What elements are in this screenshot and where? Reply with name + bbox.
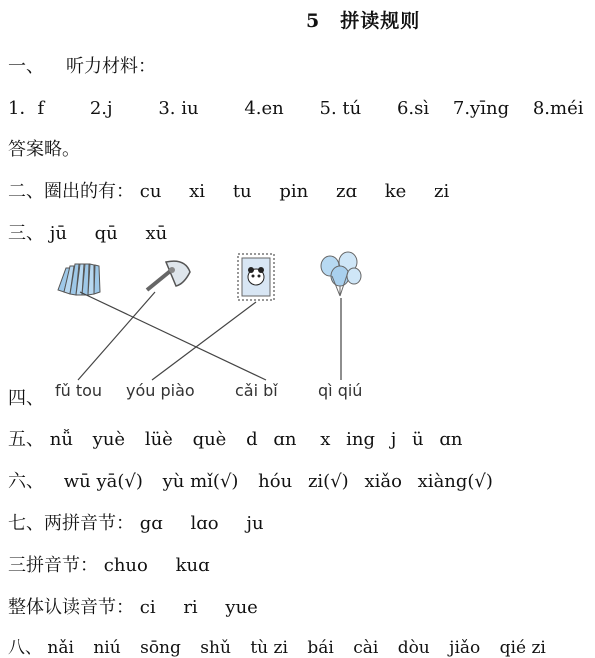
section-5 xyxy=(8,425,462,451)
item: pin xyxy=(279,181,309,202)
item: yuè xyxy=(92,429,126,450)
item: zi(√) xyxy=(307,471,349,492)
page-title: 5 拼读规则 xyxy=(306,10,421,32)
item: jiǎo xyxy=(449,638,481,658)
item: jū xyxy=(49,223,67,244)
section-label: 三、 xyxy=(8,223,44,244)
crayons-image xyxy=(58,264,100,295)
section-label: 二、 xyxy=(8,181,44,202)
axe-image xyxy=(147,261,190,290)
item: shǔ xyxy=(200,638,231,658)
item: lɑo xyxy=(190,513,219,534)
item: bái xyxy=(307,638,334,658)
item: zi xyxy=(434,181,450,202)
section-4-label: 四、 xyxy=(8,388,44,409)
item: nǚ xyxy=(49,429,73,450)
item: tu xyxy=(232,181,252,202)
item: yù mǐ(√) xyxy=(162,471,239,492)
item: xū xyxy=(145,223,168,244)
item: 2.j xyxy=(89,98,113,119)
answer-note: 答案略。 xyxy=(8,139,80,160)
section-prompt: 整体认读音节： xyxy=(8,597,134,618)
section-label: 七、 xyxy=(8,513,44,534)
item: nǎi xyxy=(47,638,74,658)
section-8 xyxy=(8,633,546,658)
item: què xyxy=(192,429,227,450)
section-prompt: 圈出的有： xyxy=(44,181,134,202)
item: 8.méi xyxy=(532,98,584,119)
section-label: 五、 xyxy=(8,429,44,450)
item: cu xyxy=(139,181,162,202)
matching-lines xyxy=(78,292,341,380)
item: qū xyxy=(94,223,118,244)
item: cài xyxy=(353,638,379,658)
item: sōng xyxy=(140,638,181,658)
item: dòu xyxy=(397,638,430,658)
section-prompt: 三拼音节： xyxy=(8,555,98,576)
item: wū yā(√) xyxy=(63,471,143,492)
item: 1．f xyxy=(8,98,45,119)
balloons-image xyxy=(321,252,361,296)
item: ju xyxy=(246,513,264,534)
item: ü xyxy=(412,429,424,450)
item: 3. iu xyxy=(158,98,199,119)
item: ɑn xyxy=(439,429,463,450)
section-7-two xyxy=(8,509,264,535)
item: xi xyxy=(189,181,206,202)
section-label: 一、 xyxy=(8,56,44,77)
section-label: 八、 xyxy=(8,638,42,658)
item: j xyxy=(390,429,397,450)
item: tù zi xyxy=(250,638,288,658)
item: d xyxy=(246,429,258,450)
section-7-whole xyxy=(8,593,258,619)
item: lüè xyxy=(144,429,173,450)
item: ri xyxy=(183,597,198,618)
item: ɑn xyxy=(273,429,297,450)
section-7-three xyxy=(8,551,210,577)
item: niú xyxy=(93,638,121,658)
item: fǔ tou xyxy=(55,381,103,400)
item: x xyxy=(320,429,331,450)
section-prompt: 两拼音节： xyxy=(44,513,134,534)
item: 5. tú xyxy=(319,98,362,119)
section-6 xyxy=(8,467,493,493)
item: hóu xyxy=(258,471,293,492)
item: chuo xyxy=(103,555,148,576)
item: 7.yīng xyxy=(452,98,510,119)
item: yue xyxy=(225,597,258,618)
section-label: 六、 xyxy=(8,471,44,492)
item: gɑ xyxy=(139,513,163,534)
item: ci xyxy=(139,597,156,618)
item: zɑ xyxy=(335,181,357,202)
item: 6.sì xyxy=(396,98,430,119)
item: cǎi bǐ xyxy=(235,381,278,400)
item: qì qiú xyxy=(318,381,363,400)
item: ke xyxy=(384,181,407,202)
item: 4.en xyxy=(244,98,284,119)
item: xiàng(√) xyxy=(417,471,493,492)
item: yóu piào xyxy=(126,381,195,400)
item: kuɑ xyxy=(175,555,210,576)
stamp-image xyxy=(238,254,274,300)
item: qié zi xyxy=(499,638,546,658)
item: xiǎo xyxy=(364,471,402,492)
section-text: 听力材料： xyxy=(66,56,156,77)
item: ing xyxy=(346,429,375,450)
